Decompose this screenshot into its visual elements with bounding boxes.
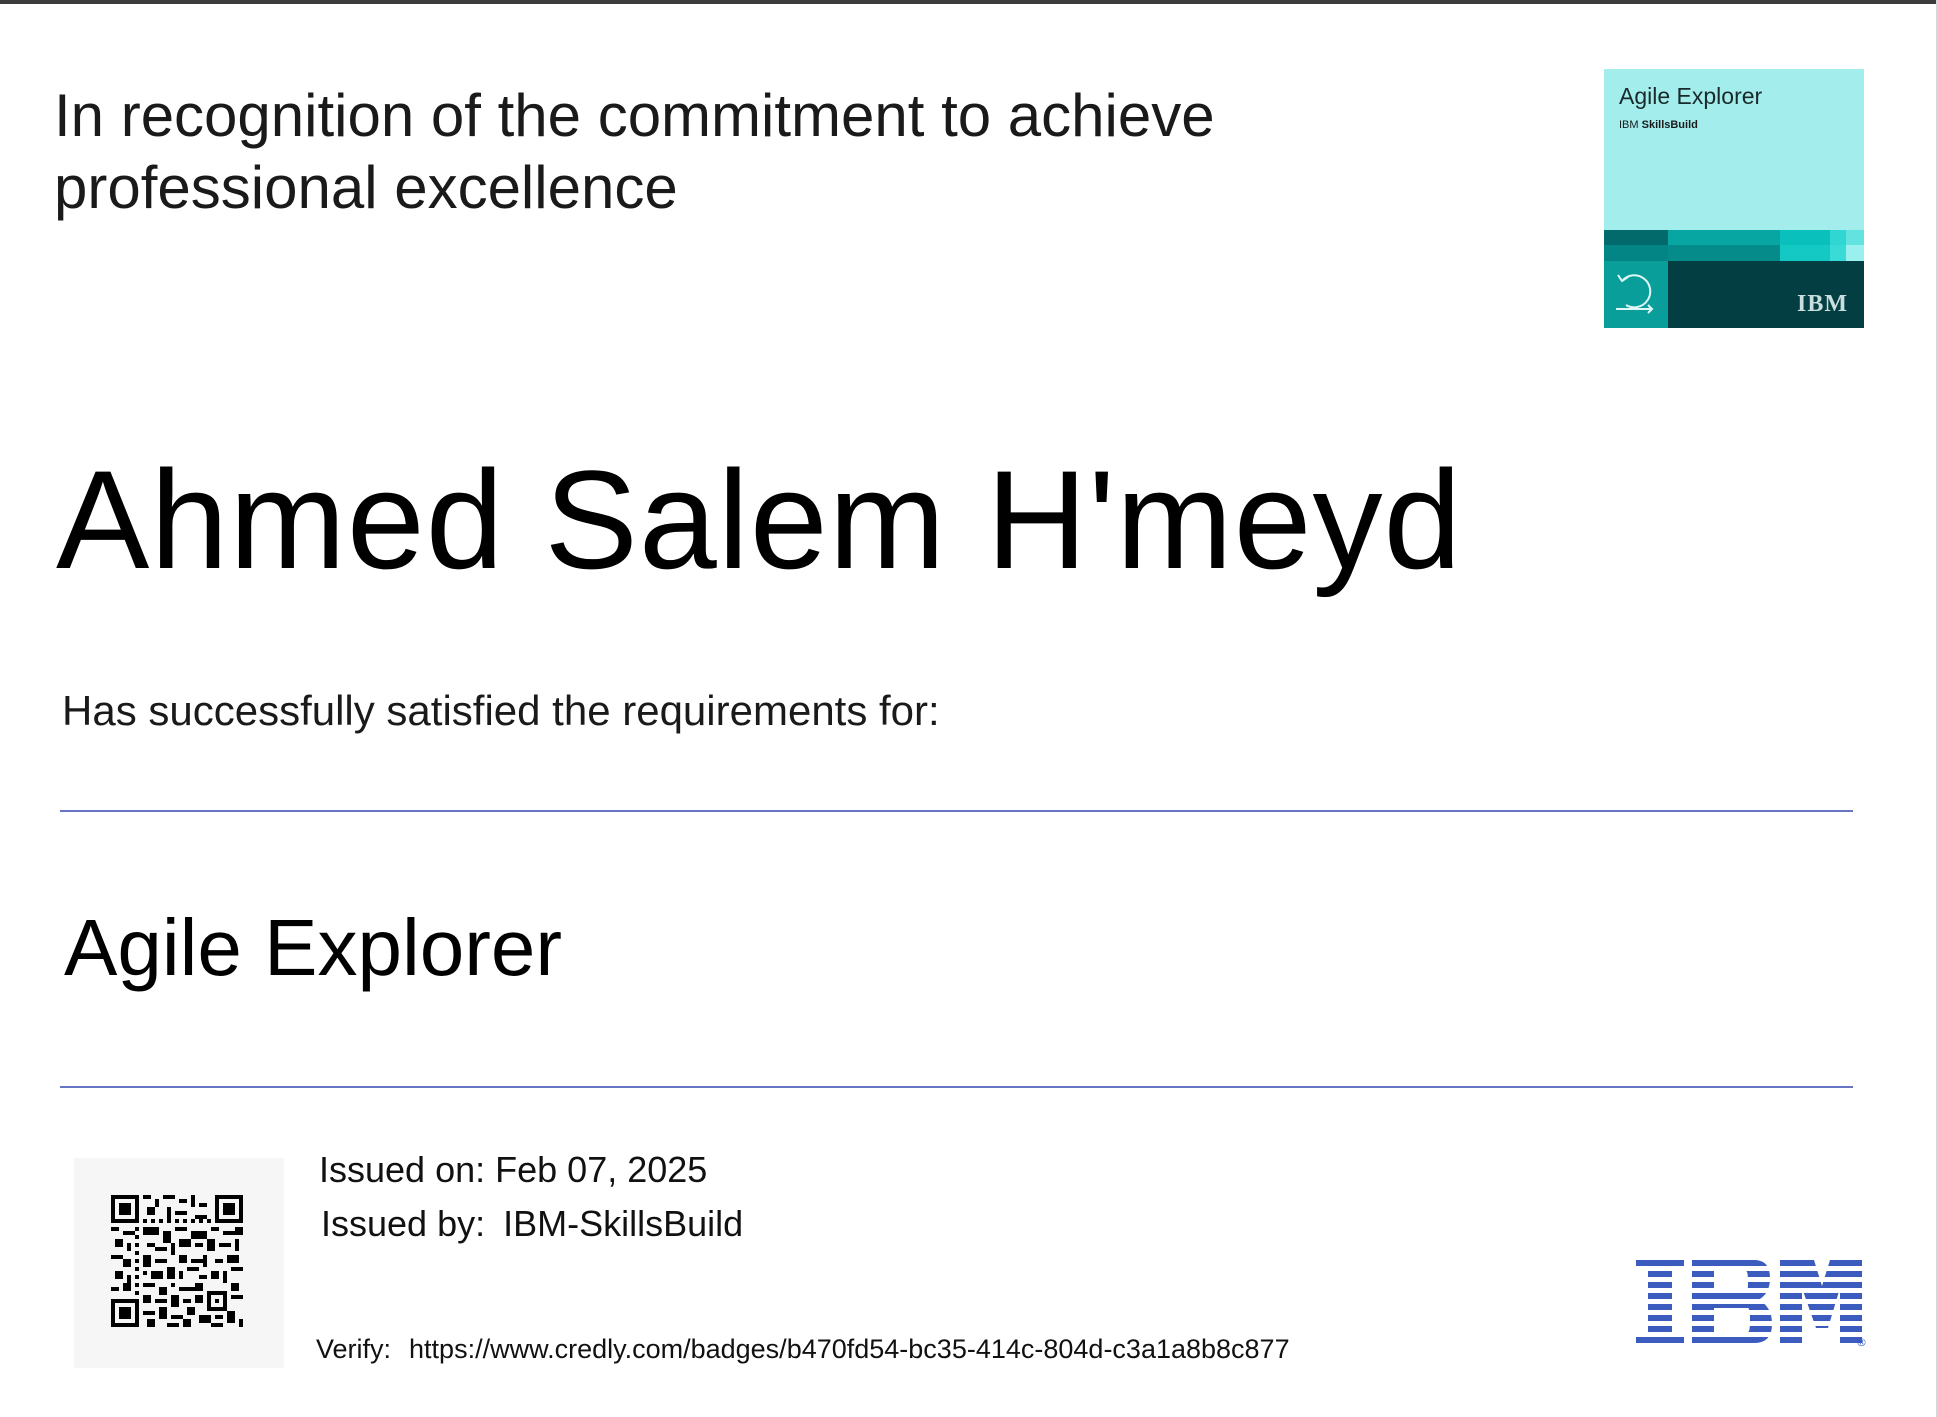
- verify-label: Verify:: [316, 1334, 392, 1364]
- ibm-striped-logo-icon: [1634, 1258, 1867, 1349]
- issued-on-value: Feb 07, 2025: [495, 1149, 708, 1190]
- qr-code-icon: [111, 1195, 243, 1327]
- issued-on-label: Issued on:: [319, 1149, 486, 1190]
- ibm-logo: [1634, 1258, 1867, 1349]
- badge-band-block: [1604, 245, 1668, 261]
- badge-band-block: [1846, 230, 1864, 245]
- issued-on: [319, 1148, 707, 1192]
- issued-by-label: Issued by:: [321, 1203, 486, 1244]
- recipient-name: Ahmed Salem H'meyd: [56, 441, 1463, 598]
- issued-by: [321, 1202, 743, 1246]
- qr-code[interactable]: [74, 1158, 284, 1368]
- course-title: Agile Explorer: [64, 903, 563, 992]
- recognition-line-2: professional excellence: [54, 154, 678, 221]
- divider-bottom: [60, 1086, 1853, 1088]
- badge-band-block: [1780, 245, 1830, 261]
- requirements-statement: Has successfully satisfied the requirements for:: [62, 687, 940, 734]
- recognition-line-1: In recognition of the commitment to achieve: [54, 82, 1215, 149]
- badge-band-block: [1780, 230, 1830, 245]
- badge-subtitle: [1619, 119, 1698, 131]
- recognition-statement: [54, 80, 1354, 224]
- course-badge: [1604, 69, 1864, 328]
- verify-line: [316, 1332, 1290, 1366]
- badge-ibm-logo: IBM: [1797, 291, 1848, 317]
- badge-title: Agile Explorer: [1619, 83, 1763, 109]
- badge-band-block: [1668, 245, 1780, 261]
- badge-band-block: [1846, 245, 1864, 261]
- badge-icon-tile: [1604, 261, 1668, 328]
- badge-band-block: [1604, 230, 1668, 245]
- issued-by-value: IBM-SkillsBuild: [503, 1203, 744, 1244]
- verify-url-link[interactable]: https://www.credly.com/badges/b470fd54-bc35-414c-804d-c3a1a8b8c877: [409, 1334, 1290, 1364]
- registered-mark: ®: [1856, 1336, 1867, 1349]
- top-border: [0, 0, 1938, 4]
- badge-band-block: [1668, 230, 1780, 245]
- badge-subtitle-strong: SkillsBuild: [1641, 119, 1698, 131]
- divider-top: [60, 810, 1853, 812]
- badge-subtitle-prefix: IBM: [1619, 119, 1639, 131]
- badge-band-block: [1830, 245, 1846, 261]
- agile-cycle-icon: [1604, 261, 1668, 328]
- badge-band-block: [1830, 230, 1846, 245]
